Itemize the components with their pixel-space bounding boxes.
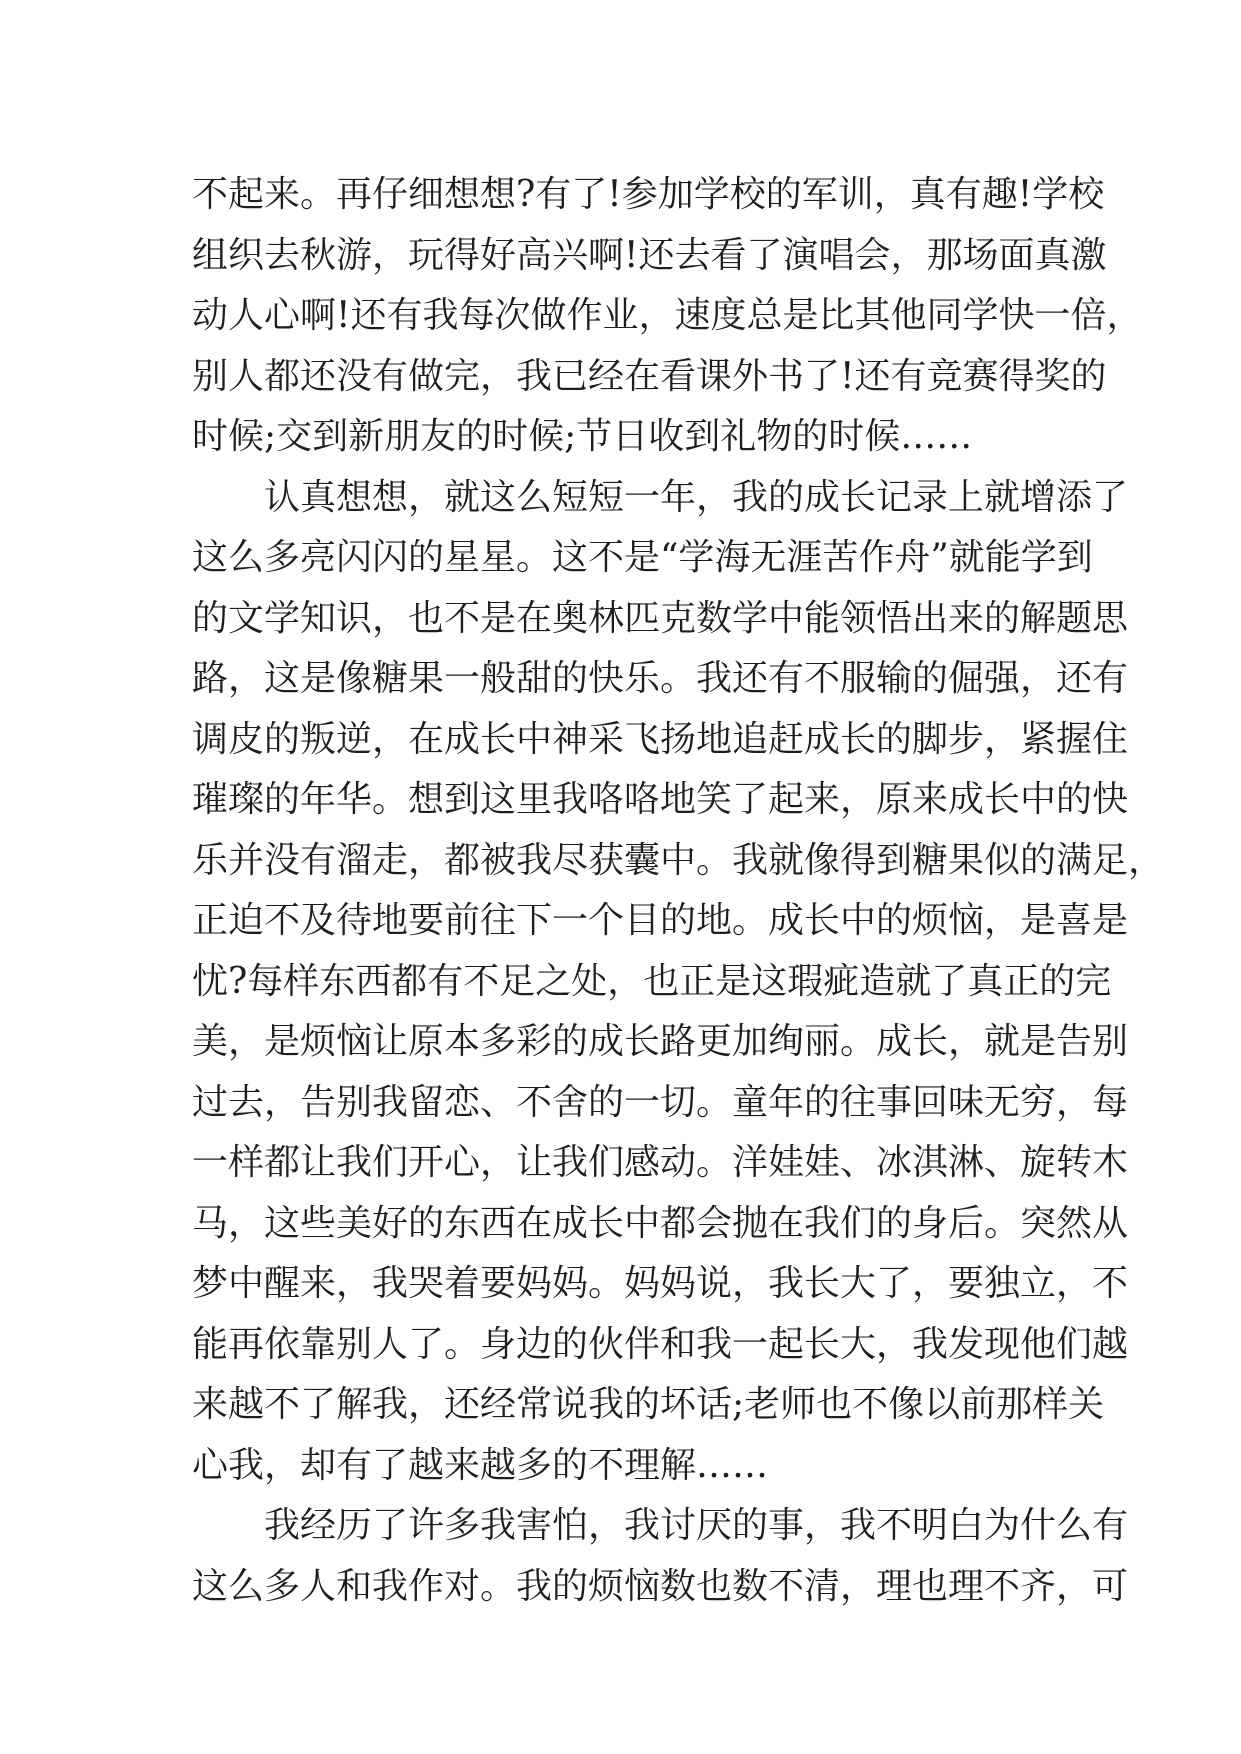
text-line: 的文学知识，也不是在奥林匹克数学中能领悟出来的解题思 [192,597,1129,639]
text-line: 这么多人和我作对。我的烦恼数也数不清，理也理不齐，可 [192,1565,1129,1607]
text-line: 不起来。再仔细想想?有了!参加学校的军训，真有趣!学校 [192,174,1105,215]
text-line: 别人都还没有做完，我已经在看课外书了!还有竞赛得奖的 [192,355,1107,397]
text-line: 调皮的叛逆，在成长中神采飞扬地追赶成长的脚步，紧握住 [192,718,1129,760]
paragraph-first-line: 我经历了许多我害怕，我讨厌的事，我不明白为什么有 [264,1505,1129,1546]
paragraph-first-line: 认真想想，就这么短短一年，我的成长记录上就增添了 [264,476,1129,518]
text-line: 路，这是像糖果一般甜的快乐。我还有不服输的倔强，还有 [192,658,1129,699]
text-line: 正迫不及待地要前往下一个目的地。成长中的烦恼，是喜是 [192,900,1129,941]
text-line: 梦中醒来，我哭着要妈妈。妈妈说，我长大了，要独立，不 [192,1263,1129,1304]
text-line: 一样都让我们开心，让我们感动。洋娃娃、冰淇淋、旋转木 [192,1142,1129,1183]
text-line: 乐并没有溜走，都被我尽获囊中。我就像得到糖果似的满足， [192,839,1165,881]
text-line: 璀璨的年华。想到这里我咯咯地笑了起来，原来成长中的快 [192,779,1129,820]
text-line: 过去，告别我留恋、不舍的一切。童年的往事回味无穷，每 [192,1081,1129,1123]
text-line: 能再依靠别人了。身边的伙伴和我一起长大，我发现他们越 [192,1323,1129,1365]
text-line: 来越不了解我，还经常说我的坏话;老师也不像以前那样关 [192,1384,1105,1425]
text-line: 马，这些美好的东西在成长中都会抛在我们的身后。突然从 [192,1202,1129,1244]
text-line: 这么多亮闪闪的星星。这不是“学海无涯苦作舟”就能学到 [192,537,1093,578]
body-text [192,165,1165,1617]
text-line: 忧?每样东西都有不足之处，也正是这瑕疵造就了真正的完 [192,960,1112,1002]
text-line: 美，是烦恼让原本多彩的成长路更加绚丽。成长，就是告别 [192,1021,1129,1062]
text-line: 动人心啊!还有我每次做作业，速度总是比其他同学快一倍， [192,295,1143,336]
text-line: 组织去秋游，玩得好高兴啊!还去看了演唱会，那场面真激 [192,234,1107,276]
text-line: 心我，却有了越来越多的不理解…… [192,1444,769,1486]
text-line: 时候;交到新朋友的时候;节日收到礼物的时候…… [192,416,973,457]
